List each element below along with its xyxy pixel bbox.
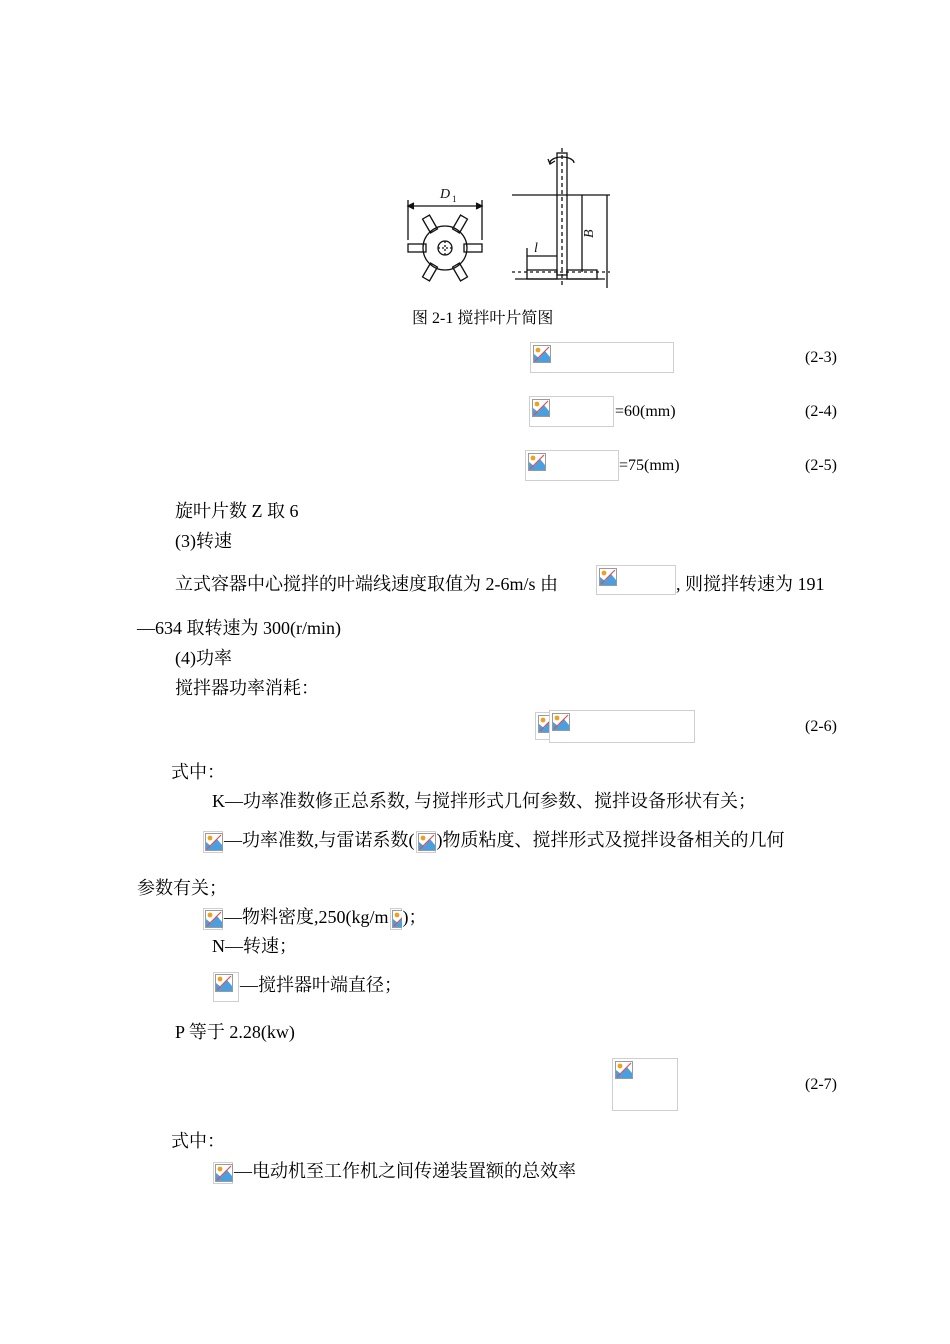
equation-image-2-6b [549,710,695,743]
diameter-label: D [440,187,451,202]
diameter-subscript: 1 [452,194,457,204]
np-definition-cont: 参数有关； [137,878,227,898]
speed-text-line-2: —634 取转速为 300(r/min) [137,618,341,638]
power-value: P 等于 2.28(kw) [175,1022,295,1042]
broken-image-icon [552,713,570,731]
equation-number-2-4: (2-4) [805,403,837,420]
equation-2-5-result: =75(mm) [619,457,680,474]
cube-superscript-image [390,908,402,930]
power-intro: 搅拌器功率消耗： [175,678,319,698]
power-heading: (4)功率 [175,648,232,668]
equation-number-2-7: (2-7) [805,1076,837,1093]
equation-2-4-result: =60(mm) [615,403,676,420]
eta-definition: —电动机至工作机之间传递装置额的总效率 [212,1157,576,1184]
re-symbol-image [416,831,436,853]
impeller-diagram [400,148,615,293]
equation-image-2-5 [525,450,619,481]
speed-text-part-2: , 则搅拌转速为 191 [676,574,825,594]
k-definition: K—功率准数修正总系数, 与搅拌形式几何参数、搅拌设备形状有关； [212,791,756,811]
equation-number-2-5: (2-5) [805,457,837,474]
broken-image-icon [532,399,550,417]
eta-symbol-image [213,1162,233,1184]
d-symbol-image [213,972,239,1002]
equation-image-2-3 [530,342,674,373]
speed-heading: (3)转速 [175,531,232,551]
blade-count-text: 旋叶片数 Z 取 6 [175,501,299,521]
np-definition: —功率准数,与雷诺系数( )物质粘度、搅拌形式及搅拌设备相关的几何 [202,826,785,853]
equation-number-2-3: (2-3) [805,349,837,366]
speed-formula-image [596,565,676,595]
length-label: l [534,241,538,256]
broken-image-icon [615,1061,633,1079]
equation-image-2-4 [529,396,614,427]
broken-image-icon [528,453,546,471]
height-label: B [582,229,597,238]
np-symbol-image [203,831,223,853]
equation-image-2-7 [612,1058,678,1111]
broken-image-icon [533,345,551,363]
broken-image-icon [599,568,617,586]
rho-definition: —物料密度,250(kg/m )； [202,903,427,930]
figure-caption: 图 2-1 搅拌叶片简图 [412,310,554,327]
equation-number-2-6: (2-6) [805,718,837,735]
speed-text-part-1: 立式容器中心搅拌的叶端线速度取值为 2-6m/s 由 [175,574,558,594]
n-definition: N—转速； [212,936,297,956]
d-definition: —搅拌器叶端直径； [212,971,402,1002]
rho-symbol-image [203,908,223,930]
where-label-1: 式中： [171,762,225,782]
where-label-2: 式中： [171,1131,225,1151]
